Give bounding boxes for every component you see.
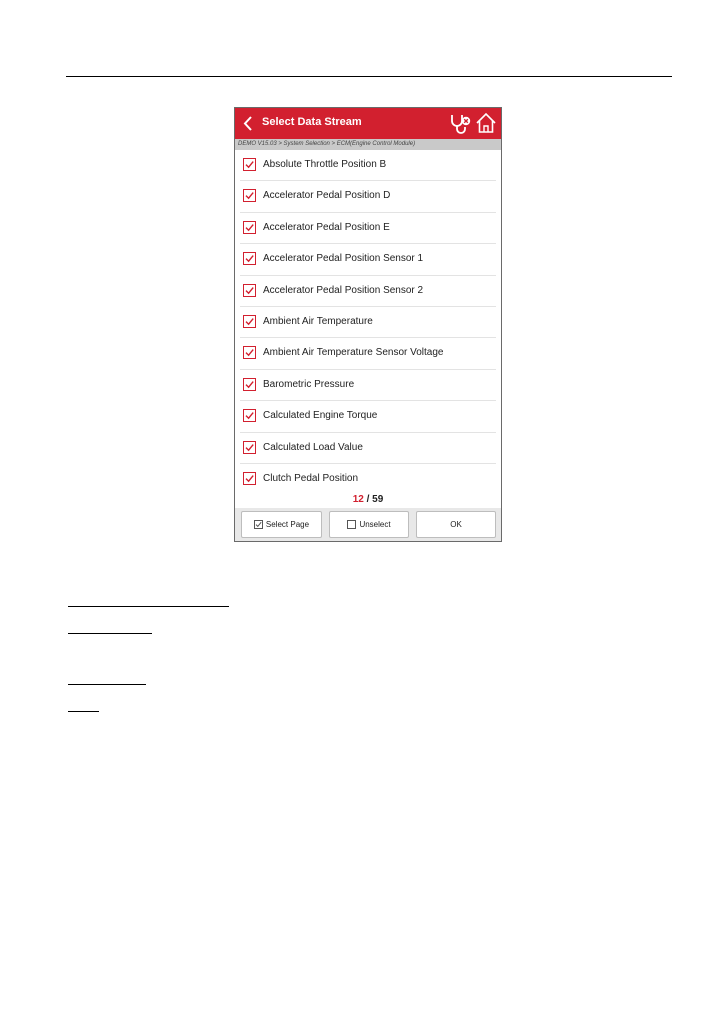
list-item-label: Ambient Air Temperature [263, 316, 373, 327]
checkbox-empty-icon [347, 520, 356, 529]
ok-label: OK [450, 520, 462, 529]
checkbox-checked-icon[interactable] [243, 378, 256, 391]
checkbox-checked-icon[interactable] [243, 409, 256, 422]
list-item[interactable] [240, 181, 496, 212]
page-counter-total: 59 [372, 494, 384, 505]
checkbox-checked-icon[interactable] [243, 221, 256, 234]
checkbox-checked-icon[interactable] [243, 441, 256, 454]
list-item[interactable] [240, 244, 496, 275]
checkbox-checked-icon[interactable] [243, 472, 256, 485]
title-bar [235, 108, 501, 139]
page-counter [235, 493, 501, 505]
list-item-label: Accelerator Pedal Position Sensor 1 [263, 253, 424, 265]
list-item[interactable] [240, 307, 496, 338]
select-page-label: Select Page [265, 520, 310, 529]
chevron-left-icon[interactable] [241, 115, 255, 132]
ok-button[interactable] [416, 511, 496, 538]
list-item-label: Accelerator Pedal Position D [263, 190, 391, 202]
list-item-label: Accelerator Pedal Position E [263, 221, 390, 233]
checkbox-checked-icon[interactable] [243, 315, 256, 328]
list-item[interactable] [240, 338, 496, 369]
list-item-label: Ambient Air Temperature Sensor Voltage [263, 347, 444, 359]
breadcrumb: DEMO V15.03 > System Selection > ECM(Engine Control Module) [235, 139, 501, 150]
checkbox-checked-icon[interactable] [243, 158, 256, 171]
list-item-label: Accelerator Pedal Position Sensor 2 [263, 284, 424, 296]
list-item-label: Absolute Throttle Position B [263, 159, 387, 170]
select-page-button[interactable] [241, 511, 322, 538]
list-item[interactable] [240, 433, 496, 464]
list-item[interactable] [240, 276, 496, 307]
page-title: Select Data Stream [262, 116, 362, 128]
stethoscope-icon[interactable] [449, 112, 473, 136]
home-icon[interactable] [475, 112, 497, 134]
unselect-button[interactable] [329, 511, 409, 538]
checkbox-checked-icon[interactable] [243, 189, 256, 202]
checkbox-checked-icon[interactable] [243, 346, 256, 359]
list-item[interactable] [240, 213, 496, 244]
data-stream-list[interactable] [235, 150, 501, 505]
blank-underline [68, 684, 146, 685]
list-item-label: Calculated Engine Torque [263, 410, 378, 422]
list-item-label: Calculated Load Value [263, 441, 363, 453]
list-item[interactable] [240, 370, 496, 401]
page-counter-current: 12 [352, 494, 364, 505]
list-item-label: Clutch Pedal Position [263, 473, 359, 484]
checkbox-checked-icon[interactable] [243, 284, 256, 297]
list-item[interactable] [240, 401, 496, 432]
page-counter-separator: / [363, 494, 373, 505]
blank-underline [68, 606, 229, 607]
checkbox-checked-icon[interactable] [243, 252, 256, 265]
page-header-rule [66, 76, 672, 77]
unselect-label: Unselect [359, 520, 391, 529]
screenshot-frame [234, 107, 502, 542]
bottom-toolbar [235, 508, 501, 541]
list-item[interactable] [240, 464, 496, 495]
blank-underline [68, 633, 152, 634]
blank-underline [68, 711, 99, 712]
checkbox-checked-icon [254, 520, 263, 529]
list-item[interactable] [240, 150, 496, 181]
list-item-label: Barometric Pressure [263, 378, 355, 390]
